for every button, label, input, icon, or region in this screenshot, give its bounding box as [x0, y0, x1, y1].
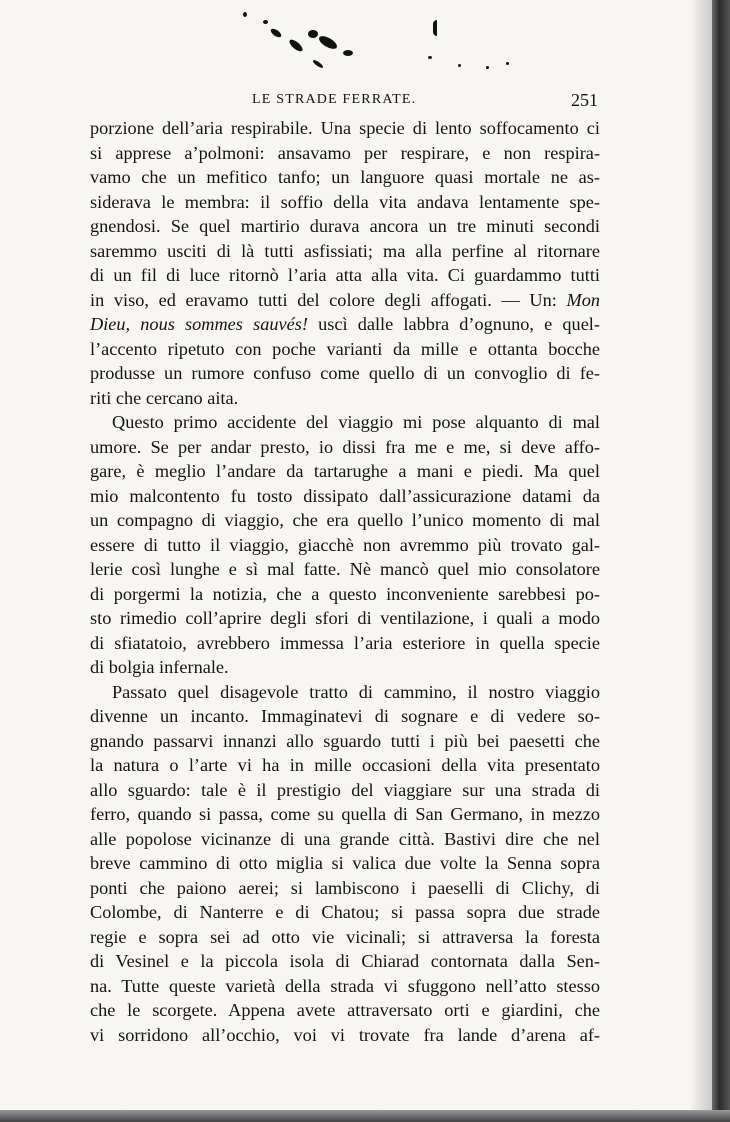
- text-line: si apprese a’polmoni: ansavamo per respirare, e non respira-: [90, 142, 600, 163]
- text-line: allo sguardo: tale è il prestigio del viaggiare sur una strada di: [90, 779, 600, 800]
- text-line-with-italic: [90, 312, 600, 337]
- italic-phrase: Mon: [566, 289, 600, 310]
- ink-speck: [506, 62, 509, 65]
- paragraph: [90, 680, 600, 1048]
- ink-speck: [343, 50, 353, 56]
- body-text: [90, 116, 600, 1047]
- ink-speck: [263, 20, 268, 24]
- text-segment: in viso, ed eravamo tutti del colore degli affogati. — Un:: [90, 289, 567, 310]
- text-line: riti che cercano aita.: [90, 387, 239, 408]
- page-header: [92, 92, 598, 114]
- text-line: Questo primo accidente del viaggio mi pose alquanto di mal: [112, 412, 600, 432]
- text-line-with-italic: [90, 288, 600, 313]
- book-edge: [712, 0, 730, 1122]
- ink-speck: [458, 64, 461, 67]
- running-title: LE STRADE FERRATE.: [252, 92, 417, 107]
- text-line: ferro, quando si passa, come su quella di San Germano, in mezzo: [90, 804, 600, 824]
- text-line: regie e sopra sei ad otto vie vicinali; si attraversa la foresta: [90, 926, 600, 947]
- text-line: divenne un incanto. Immaginatevi di sognare e di vedere so-: [90, 706, 600, 726]
- text-line: umore. Se per andar presto, io dissi fra me e me, si deve affo-: [90, 436, 600, 457]
- text-line: di un fil di luce ritornò l’aria atta alla vita. Ci guardammo tutti: [90, 265, 600, 285]
- paragraph: [90, 410, 600, 680]
- ink-speck: [317, 34, 339, 52]
- text-line: produsse un rumore confuso come quello di un convoglio di fe-: [90, 363, 600, 383]
- text-line: porzione dell’aria respirabile. Una specie di lento soffocamento ci: [90, 118, 600, 138]
- text-line: gnendosi. Se quel martirio durava ancora un tre minuti secondi: [90, 216, 600, 236]
- paragraph: [90, 116, 600, 410]
- text-line: vamo che un mefitico tanfo; un languore quasi mortale ne as-: [90, 167, 600, 187]
- text-line: che le scorgete. Appena avete attraversato orti e giardini, che: [90, 1000, 600, 1020]
- text-line: l’accento ripetuto con poche varianti da mille e ottanta bocche: [90, 338, 600, 359]
- text-line: di sfiatatoio, avrebbero immessa l’aria esteriore in quella specie: [90, 632, 600, 653]
- text-line: gare, è meglio l’andare da tartarughe a mani e piedi. Ma quel: [90, 461, 600, 481]
- text-line: saremmo usciti di là tutti asfissiati; ma alla perfine al ritornare: [90, 240, 600, 261]
- text-line: mio malcontento fu tosto dissipato dall’assicurazione datami da: [90, 485, 600, 506]
- ink-speck: [308, 30, 318, 38]
- ink-speck: [486, 66, 489, 69]
- text-line: la natura o l’arte vi ha in mille occasioni della vita presentato: [90, 755, 600, 775]
- text-line: lerie così lunghe e sì mal fatte. Nè mancò quel mio consolatore: [90, 559, 600, 579]
- text-line: alle popolose vicinanze di una grande città. Bastivi dire che nel: [90, 828, 600, 849]
- text-line: di porgermi la notizia, che a questo inconveniente sarebbesi po-: [90, 583, 600, 604]
- ink-speck: [243, 12, 247, 17]
- text-line: ponti che paiono aerei; si lambiscono i paeselli di Clichy, di: [90, 877, 600, 898]
- ink-speck: [312, 59, 324, 69]
- page-number: 251: [571, 90, 598, 110]
- text-line: essere di tutto il viaggio, giacchè non avremmo più trovato gal-: [90, 534, 600, 555]
- ink-speck: [288, 38, 305, 54]
- text-line: sto rimedio coll’aprire degli sfori di ventilazione, i quali a modo: [90, 608, 600, 628]
- text-line: di Vesinel e la piccola isola di Chiarad contornata dalla Sen-: [90, 951, 600, 971]
- text-line: gnando passarvi innanzi allo sguardo tutti i più bei paesetti che: [90, 730, 600, 751]
- ink-speck: [269, 27, 282, 39]
- text-line: siderava le membra: il soffio della vita andava lentamente spe-: [90, 191, 600, 212]
- text-line: Passato quel disagevole tratto di cammino, il nostro viaggio: [112, 681, 600, 702]
- text-line: Colombe, di Nanterre e di Chatou; si passa sopra due strade: [90, 902, 600, 922]
- ink-speck: [433, 20, 437, 36]
- ink-speck: [428, 56, 432, 59]
- text-line: breve cammino di otto miglia si valica due volte la Senna sopra: [90, 853, 600, 873]
- text-segment: uscì dalle labbra d’ognuno, e quel-: [307, 314, 600, 334]
- text-line: un compagno di viaggio, che era quello l’unico momento di mal: [90, 510, 600, 530]
- scan-bottom-shadow: [0, 1110, 730, 1122]
- text-line: na. Tutte queste varietà della strada vi sfuggono nell’atto stesso: [90, 975, 600, 996]
- italic-phrase: Dieu, nous sommes sauvés!: [90, 314, 308, 334]
- page-gutter-shadow: [690, 0, 712, 1112]
- text-line: di bolgia infernale.: [90, 657, 229, 677]
- text-line: vi sorridono all’occhio, voi vi trovate fra lande d’arena af-: [90, 1024, 600, 1045]
